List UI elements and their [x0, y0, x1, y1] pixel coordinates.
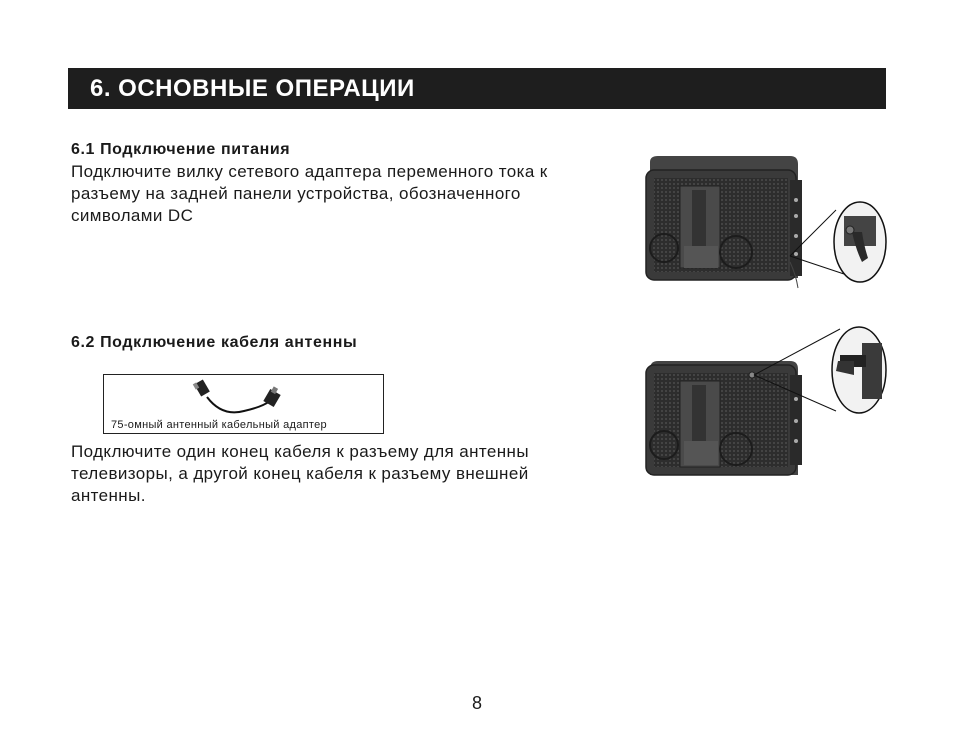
antenna-jack-zoom — [832, 327, 886, 413]
power-line-1: Подключите вилку сетевого адаптера переменного тока к — [71, 162, 548, 181]
device-body — [646, 156, 802, 288]
device-body — [646, 361, 802, 475]
section-title: 6. ОСНОВНЫЕ ОПЕРАЦИИ — [90, 75, 415, 102]
power-line-3: символами DC — [71, 206, 194, 225]
adapter-illustration-box — [103, 374, 384, 434]
cable-adapter-icon — [104, 375, 383, 419]
power-heading: 6.1 Подключение питания — [71, 141, 291, 158]
page-number: 8 — [471, 693, 482, 713]
antenna-line-3: антенны. — [71, 486, 146, 505]
adapter-caption: 75-омный антенный кабельный адаптер — [111, 419, 327, 431]
power-paragraph — [71, 161, 641, 227]
antenna-line-2: телевизоры, а другой конец кабеля к разъему внешней — [71, 464, 529, 483]
antenna-paragraph — [71, 441, 641, 507]
antenna-line-1: Подключите один конец кабеля к разъему для антенны — [71, 442, 529, 461]
section-header-bar — [68, 68, 886, 109]
device-rear-antenna-figure — [640, 325, 900, 485]
antenna-heading: 6.2 Подключение кабеля антенны — [71, 334, 358, 351]
device-rear-power-figure — [640, 150, 900, 300]
power-jack-zoom — [834, 202, 886, 282]
power-line-2: разъему на задней панели устройства, обозначенного — [71, 184, 521, 203]
